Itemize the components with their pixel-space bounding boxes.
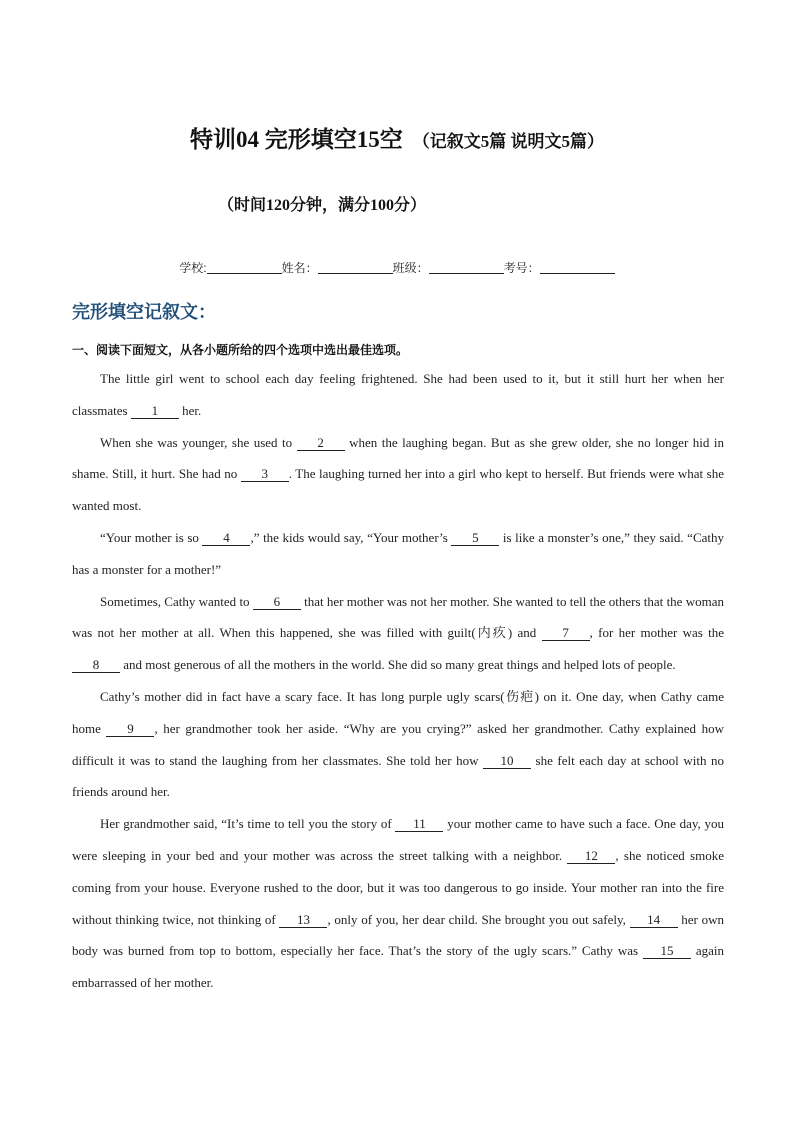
passage-text: ,” the kids would say, “Your mother’s xyxy=(250,529,452,545)
passage-text: she felt each day at school with no friends around her. xyxy=(72,752,724,800)
paragraph-1 xyxy=(72,363,724,427)
passage-text: when the laughing began. But as she grew older, she no longer hid in shame. Still, it hurt. She had no xyxy=(72,434,724,482)
paragraph-5 xyxy=(72,681,724,808)
blank-12[interactable]: 12 xyxy=(567,848,615,864)
section-instruction: 一、阅读下面短文，从各小题所给的四个选项中选出最佳选项。 xyxy=(72,343,409,357)
passage-text: that her mother was not her mother. She wanted to tell the others that the woman was not her mother at all. When this happened, she was filled with guilt(内疚) and xyxy=(72,593,724,641)
passage-text: and most generous of all the mothers in the world. She did so many great things and helped lots of people. xyxy=(120,657,676,673)
name-label: 姓名： xyxy=(281,261,318,275)
passage-text: , she noticed smoke coming from your house. Everyone rushed to the door, but it was too dangerous to go inside. Your mother ran into the fire without thinking twice, not thinking of xyxy=(72,847,724,927)
blank-2[interactable]: 2 xyxy=(297,435,345,451)
passage-text: , only of you, her dear child. She brought you out safely, xyxy=(327,911,630,927)
class-blank[interactable] xyxy=(429,261,504,274)
blank-15[interactable]: 15 xyxy=(643,943,691,959)
passage-text: her own body was burned from top to bottom, especially her face. That’s the story of the ugly scars.” Cathy was xyxy=(72,911,724,959)
passage-text: . The laughing turned her into a girl who kept to herself. But friends were what she wanted most. xyxy=(72,466,724,514)
cloze-passage xyxy=(72,363,724,999)
passage-text: Cathy’s mother did in fact have a scary face. It has long purple ugly scars(伤疤) on it. One day, when Cathy came home xyxy=(72,688,724,736)
passage-text: is like a monster’s one,” they said. “Cathy has a monster for a mother!” xyxy=(72,529,724,577)
exam-no-label: 考号： xyxy=(503,261,540,275)
blank-3[interactable]: 3 xyxy=(241,466,289,482)
name-blank[interactable] xyxy=(318,261,393,274)
blank-11[interactable]: 11 xyxy=(395,816,443,832)
title-main: 特训04 完形填空15空 xyxy=(190,127,403,152)
time-note: （时间120分钟，满分100分） xyxy=(218,197,427,214)
exam-no-blank[interactable] xyxy=(540,261,615,274)
blank-9[interactable]: 9 xyxy=(106,721,154,737)
document-title xyxy=(0,121,794,154)
blank-13[interactable]: 13 xyxy=(279,912,327,928)
blank-14[interactable]: 14 xyxy=(630,912,678,928)
class-label: 班级： xyxy=(392,261,429,275)
passage-text: When she was younger, she used to xyxy=(100,434,297,450)
blank-4[interactable]: 4 xyxy=(202,530,250,546)
title-note: （记叙文5篇 说明文5篇） xyxy=(412,132,604,151)
school-blank[interactable] xyxy=(207,261,282,274)
passage-text: her. xyxy=(178,402,202,418)
school-label: 学校: xyxy=(179,261,207,275)
passage-text: The little girl went to school each day feeling frightened. She had been used to it, but it still hurt her when her classmates xyxy=(72,371,724,418)
passage-text: “Your mother is so xyxy=(100,529,203,545)
blank-5[interactable]: 5 xyxy=(451,530,499,546)
paragraph-2 xyxy=(72,427,724,522)
passage-text: , for her mother was the xyxy=(589,625,724,641)
passage-text: , her grandmother took her aside. “Why are you crying?” asked her grandmother. Cathy explained how difficult it was to stand the laughing from her classmates. She told her how xyxy=(72,720,724,768)
paragraph-3 xyxy=(72,522,724,586)
blank-7[interactable]: 7 xyxy=(542,625,590,641)
passage-text: Her grandmother said, “It’s time to tell you the story of xyxy=(100,816,396,832)
section-heading: 完形填空记叙文： xyxy=(72,302,216,323)
paragraph-6 xyxy=(72,808,724,999)
blank-6[interactable]: 6 xyxy=(253,594,301,610)
passage-text: Sometimes, Cathy wanted to xyxy=(100,593,253,609)
paragraph-4 xyxy=(72,586,724,681)
student-info-fields xyxy=(0,259,794,276)
passage-text: your mother came to have such a face. One day, you were sleeping in your bed and your mother was across the street talking with a neighbor. xyxy=(72,816,724,863)
passage-text: again embarrassed of her mother. xyxy=(72,943,724,991)
blank-8[interactable]: 8 xyxy=(72,657,120,673)
blank-10[interactable]: 10 xyxy=(483,753,531,769)
blank-1[interactable]: 1 xyxy=(131,403,179,419)
